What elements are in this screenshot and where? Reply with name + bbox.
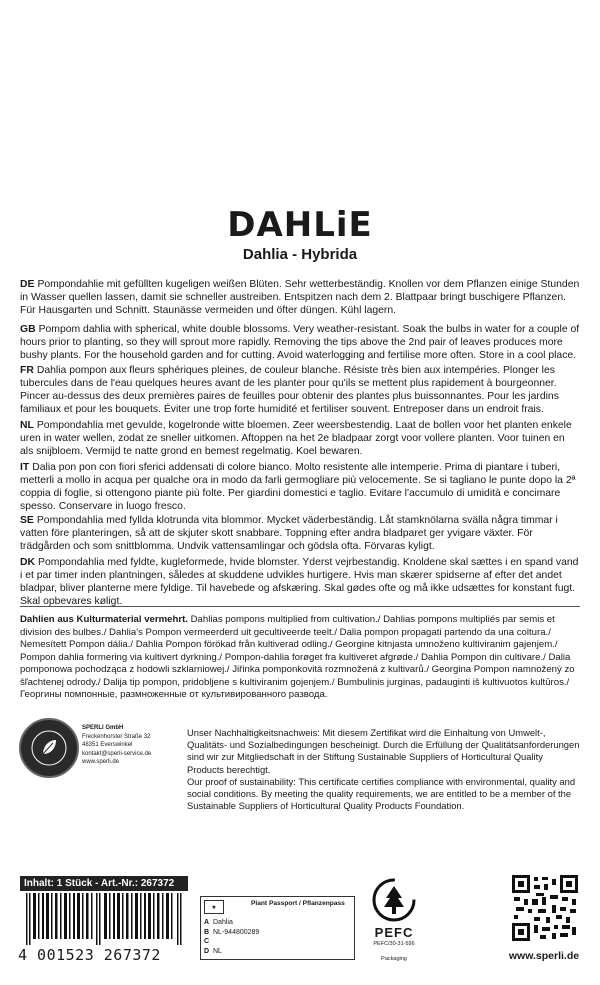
description-gb: [20, 323, 580, 362]
website-url[interactable]: www.sperli.de: [508, 950, 580, 962]
barcode-number: 4 001523 267372: [18, 946, 161, 964]
language-code: FR: [20, 365, 34, 376]
plant-passport-rows: [204, 918, 259, 956]
description-text: Pompondahlia met gevulde, kogelronde witte bloemen. Zeer weersbestendig. Laat de bollen voor het planten enkele uren in water wellen, zodat ze sneller uitkomen. Aftoppen na het 2e bladpaar zorgt voor vollere planten. Voor tuinen en als snijbloem. Vermijd te natte grond en bemest regelmatig. Koel bewaren.: [20, 420, 572, 457]
cultivation-note: [20, 614, 580, 702]
plant-passport-row-b: B NL-944800289: [204, 928, 260, 936]
description-text: Dalia pon pon con fiori sferici addensati di colore bianco. Molto resistente alle intemperie. Prima di piantare i tuberi, metterli a mollo in acqua per qualche ora in modo da farli germogliare più velocemente. Se si tagliano le punte dopo la 2ª coppia di foglie, si ottengono piante più folte. Per giardini domestici e taglio. Evitare l'accumulo di umidità e concimare spesso. Conservare in luogo fresco.: [20, 462, 576, 512]
company-name: SPERLI GmbH: [82, 725, 124, 731]
qr-code-icon: [512, 875, 578, 941]
product-title: DAHLiE: [227, 205, 373, 245]
product-subtitle: Dahlia - Hybrida: [242, 246, 358, 263]
plant-passport-row-c: C: [204, 938, 210, 946]
plant-passport-title: Plant Passport / Pflanzenpass: [251, 900, 345, 907]
company-street: Freckenhorster Straße 32: [82, 733, 151, 740]
description-text: Pompondahlia med fyldte, kugleformede, hvide blomster. Yderst vejrbestandig. Knoldene skal sættes i en spand vand i et par timer inden plantningen, således at skuddene udvikles hurtigere. Hvis man skærer spidserne af efter det andet bladpar, bliver planterne mere fyldige. Til havebede og afskæring. Skal gødes ofte og må ikke udsættes for konstant fugt. Skal opbevares køligt.: [20, 557, 579, 607]
sustainability-de: Unser Nachhaltigkeitsnachweis: Mit diesem Zertifikat wird die Einhaltung von Umwelt-, Qualitäts- und Sozialbedingungen bescheinigt. Durch die Erfüllung der Qualitätsanforderungen sind wir zur Mitgliedschaft in der Stiftung Sustainable Suppliers of Horticultural Quality Products berechtigt.: [187, 727, 580, 775]
packaging-label: Packaging: [381, 956, 407, 962]
plant-passport: [200, 896, 355, 960]
language-code: GB: [20, 324, 36, 335]
plant-passport-row-d: D NL: [204, 947, 222, 955]
company-city: 48351 Everswinkel: [82, 742, 133, 748]
eu-flag-icon: ★: [204, 900, 224, 914]
description-text: Dahlia pompon aux fleurs sphériques pleines, de couleur blanche. Résiste très bien aux intempéries. Plonger les tubercules dans de l'eau quelques heures avant de les planter pour qu'ils se mettent plus rapidement à bourgeonner. Pincer au-dessus des deux premières paires de feuilles pour obtenir des plantes plus buissonnantes. Pour les jardins familiaux et pour les bouquets. Éviter une trop forte humidité et fertiliser souvent. Entreposer dans un endroit frais.: [20, 365, 559, 415]
pefc-label: PEFC: [374, 925, 414, 940]
description-dk: [20, 556, 580, 608]
barcode-icon: [22, 893, 187, 945]
description-nl: [20, 419, 580, 458]
section-divider: [20, 606, 580, 607]
pefc-tree-logo-icon: [372, 878, 416, 922]
cultivation-text: Dahlias pompons multiplied from cultivation./ Dahlias pompons multipliés par semis et division des bulbes./ Dahlia's Pompon vermeerderd uit gecultiveerde teelt./ Dalia pompon propagati partendo da una coltura./ Nemesített Pompon dália./ Dahlia Pompon förökad från kultiverad odling./ Georgine kitnjasta umnoženo kultiviranim gajenjem./ Pompon dahlia formering via kultivert dyrkning./ Pompon-dahlia forøget fra kultiveret afgrøde./ Dahlia Pompon din cultivare./ Dalia pomponowa pochodząca z hodowli szklarniowej./ Jiřinka pomponkovitá rozmnožená z kultivarů./ Georgina Pompon namnožený zo šľachtenej odrody./ Dalija tip pompon, pridobljene s kultiviranim gojenjem./ Bumbulinis jurginas, padauginti iš kultivuotos kultūros./ Георгины помпонные, размноженные от культивированного развода.: [20, 614, 575, 700]
language-code: DE: [20, 279, 35, 290]
plant-passport-row-a: A Dahlia: [204, 919, 233, 926]
company-web: www.sperli.de: [82, 759, 120, 765]
sustainability-en: Our proof of sustainability: This certificate certifies compliance with environmental, quality and social conditions. By meeting the quality requirements, we are entitled to be a member of the Sustainable Suppliers of Horticultural Quality Products Foundation.: [187, 775, 576, 812]
description-text: Pompondahlia med fyllda klotrunda vita blommor. Mycket väderbeständig. Låt stamknölarna svälla några timmar i vatten före planteringen, så att de skjuter skott snabbare. Toppning efter andra bladparet ger yvigare växter. För trädgården och som snittblomma. Undvik vattensamlingar och gödsla ofta. Förvaras kyligt.: [20, 515, 558, 552]
pefc-code: PEFC/30-31-596: [373, 941, 415, 947]
company-email: kontakt@sperli-service.de: [82, 750, 152, 757]
description-text: Pompom dahlia with spherical, white double blossoms. Very weather-resistant. Soak the bulbs in water for a couple of hours prior to planting, so they will sprout more rapidly. Removing the tips above the 2nd pair of leaves produces more bushy plants. For the household garden and for cutting. Avoid waterlogging and fertilise more often. Store in a cool place.: [20, 324, 580, 361]
description-text: Pompondahlie mit gefüllten kugeligen weißen Blüten. Sehr wetterbeständig. Knollen vor dem Pflanzen einige Stunden in Wasser quellen lassen, damit sie schneller austreiben. Entspitzen nach dem 2. Blattpaar bringt buschigere Pflanzen. Für Hausgarten und Schnitt. Staunässe vermeiden und öfter düngen. Kühl lagern.: [20, 279, 580, 316]
cultivation-lead: Dahlien aus Kulturmaterial vermehrt.: [20, 614, 188, 625]
language-code: IT: [20, 462, 30, 473]
language-code: SE: [20, 515, 34, 526]
description-fr: [20, 364, 580, 416]
language-code: DK: [20, 557, 36, 568]
contents-article-number: Inhalt: 1 Stück - Art.-Nr.: 267372: [20, 876, 188, 891]
description-se: [20, 514, 580, 553]
description-de: [20, 278, 580, 317]
description-it: [20, 461, 580, 513]
company-address: [82, 724, 172, 767]
sustainable-supplier-seal-icon: [19, 718, 79, 778]
language-code: NL: [20, 420, 34, 431]
sustainability-note: [187, 727, 582, 812]
